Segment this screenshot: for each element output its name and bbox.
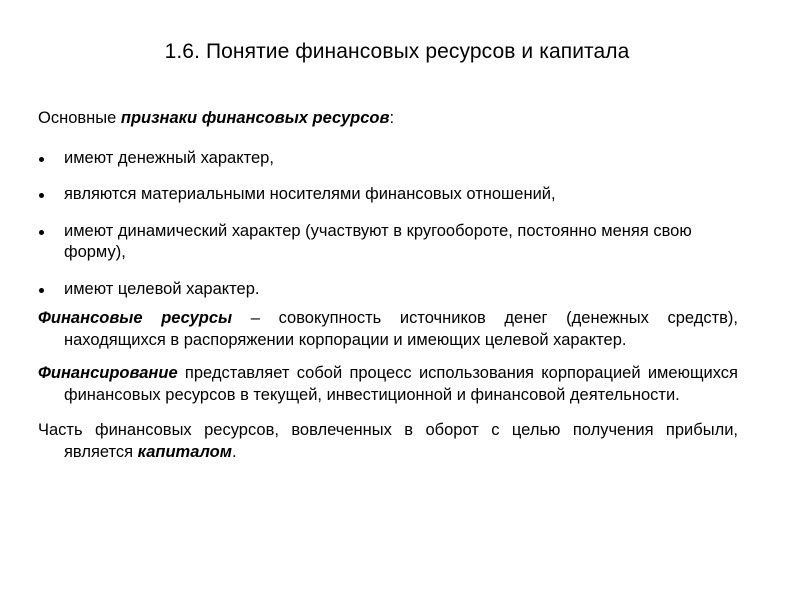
term-financing: Финансирование	[38, 364, 178, 382]
list-item-text: являются материальными носителями финансовых отношений,	[64, 185, 556, 203]
definition-suffix: .	[231, 442, 237, 461]
list-item	[38, 279, 738, 301]
intro-emphasis: признаки финансовых ресурсов	[120, 109, 390, 127]
list-item	[38, 148, 738, 170]
intro-line	[38, 108, 738, 130]
definition-text: – совокупность источников денег (денежных средств), находящихся в распоряжении корпорации и имеющих целевой характер.	[64, 309, 738, 349]
list-item-text: имеют денежный характер,	[64, 148, 274, 167]
list-item-text: имеют целевой характер.	[64, 279, 260, 298]
features-list	[38, 148, 738, 301]
slide-content	[38, 108, 738, 475]
intro-prefix: Основные	[38, 109, 121, 127]
term-capital: капиталом	[137, 442, 232, 461]
bullet-icon	[39, 230, 44, 235]
bullet-icon	[39, 157, 44, 162]
definition-capital	[38, 420, 738, 463]
list-item	[38, 221, 738, 264]
list-item-text: имеют динамический характер (участвуют в кругообороте, постоянно меняя свою форму),	[64, 221, 692, 261]
definition-text: Часть финансовых ресурсов, вовлеченных в оборот с целью получения прибыли, является	[38, 421, 738, 461]
slide-title: 1.6. Понятие финансовых ресурсов и капитала	[164, 40, 630, 63]
bullet-icon	[39, 193, 44, 198]
bullet-icon	[39, 288, 44, 293]
intro-suffix: :	[389, 109, 395, 127]
definition-text: представляет собой процесс использования корпорацией имеющихся финансовых ресурсов в текущей, инвестиционной и финансовой деятельности.	[64, 364, 738, 404]
term-financial-resources: Финансовые ресурсы	[38, 309, 233, 327]
definition-financial-resources	[38, 308, 738, 351]
definition-financing	[38, 363, 738, 406]
list-item	[38, 184, 738, 206]
